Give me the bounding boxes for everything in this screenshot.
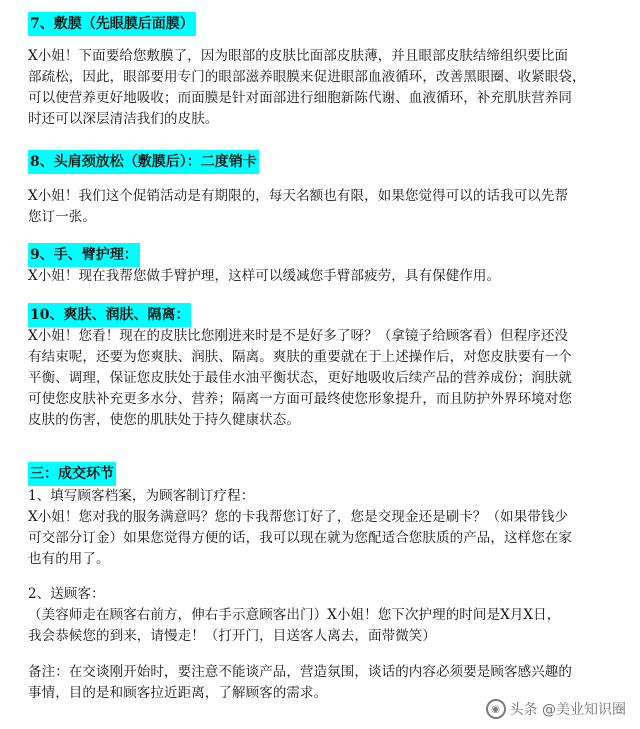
watermark-text: 头条 @美业知识圈 bbox=[509, 702, 626, 718]
watermark bbox=[486, 697, 626, 721]
section-heading-10: 10、爽肤、润肤、隔离： bbox=[28, 303, 191, 327]
section-body-10 bbox=[28, 326, 612, 431]
section-heading-9: 9、手、臂护理： bbox=[28, 243, 140, 267]
body-line: 备注：在交谈刚开始时，要注意不能谈产品，营造氛围，谈话的内容必须要是顾客感兴趣的 bbox=[28, 664, 572, 680]
body-line: 皮肤的伤害，使您的肌肤处于持久健康状态。 bbox=[28, 412, 300, 428]
section-body-9 bbox=[28, 266, 612, 287]
body-line: X小姐！下面要给您敷膜了，因为眼部的皮肤比面部皮肤薄，并且眼部皮肤结缔组织要比面 bbox=[28, 48, 569, 64]
body-line: 部疏松，因此，眼部要用专门的眼部滋养眼膜来促进眼部血液循环，改善黑眼圈、收紧眼袋， bbox=[28, 69, 586, 85]
body-line: 事情，目的是和顾客拉近距离，了解顾客的需求。 bbox=[28, 685, 328, 701]
section-body-closing bbox=[28, 486, 612, 570]
send-off-block bbox=[28, 584, 612, 647]
section-heading-7: 7、敷膜（先眼膜后面膜） bbox=[28, 12, 196, 36]
body-line: 我会恭候您的到来，请慢走！（打开门，目送客人离去，面带微笑） bbox=[28, 628, 436, 644]
body-line: 时还可以深层清洁我们的皮肤。 bbox=[28, 111, 219, 127]
toutiao-logo-icon: ◉ bbox=[486, 699, 506, 719]
body-line: X小姐！我们这个促销活动是有期限的，每天名额也有限，如果您觉得可以的话我可以先帮 bbox=[28, 188, 569, 204]
section-heading-closing: 三：成交环节 bbox=[28, 462, 116, 486]
body-line: X小姐！您看！现在的皮肤比您刚进来时是不是好多了呀？（拿镜子给顾客看）但程序还没 bbox=[28, 328, 569, 344]
body-line: 您订一张。 bbox=[28, 209, 96, 225]
body-line: 可使您皮肤补充更多水分、营养；隔离一方面可最终使您形象提升，而且防护外界环境对您 bbox=[28, 391, 572, 407]
body-line: 1、填写顾客档案，为顾客制订疗程： bbox=[28, 488, 255, 504]
body-line: 可以使营养更好地吸收；而面膜是针对面部进行细胞新陈代谢、血液循环，补充肌肤营养同 bbox=[28, 90, 572, 106]
body-line: 可交部分订金）如果您觉得方便的话，我可以现在就为您配适合您肤质的产品，这样您在家 bbox=[28, 530, 572, 546]
section-body-8 bbox=[28, 186, 612, 228]
section-heading-8: 8、头肩颈放松（敷膜后）：二度销卡 bbox=[28, 150, 259, 174]
send-off-title: 2、送顾客： bbox=[28, 586, 105, 602]
body-line: 平衡、调理，保证您皮肤处于最佳水油平衡状态，更好地吸收后续产品的营养成份；润肤就 bbox=[28, 370, 572, 386]
body-line: X小姐！您对我的服务满意吗？您的卡我帮您订好了，您是交现金还是刷卡？（如果带钱少 bbox=[28, 509, 569, 525]
body-line: 也有的用了。 bbox=[28, 551, 110, 567]
body-line: X小姐！现在我帮您做手臂护理，这样可以缓减您手臂部疲劳，具有保健作用。 bbox=[28, 268, 501, 284]
section-body-7 bbox=[28, 46, 612, 130]
body-line: （美容师走在顾客右前方，伸右手示意顾客出门）X小姐！您下次护理的时间是X月X日， bbox=[28, 607, 561, 623]
body-line: 有结束呢，还要为您爽肤、润肤、隔离。爽肤的重要就在于上述操作后，对您皮肤要有一个 bbox=[28, 349, 572, 365]
